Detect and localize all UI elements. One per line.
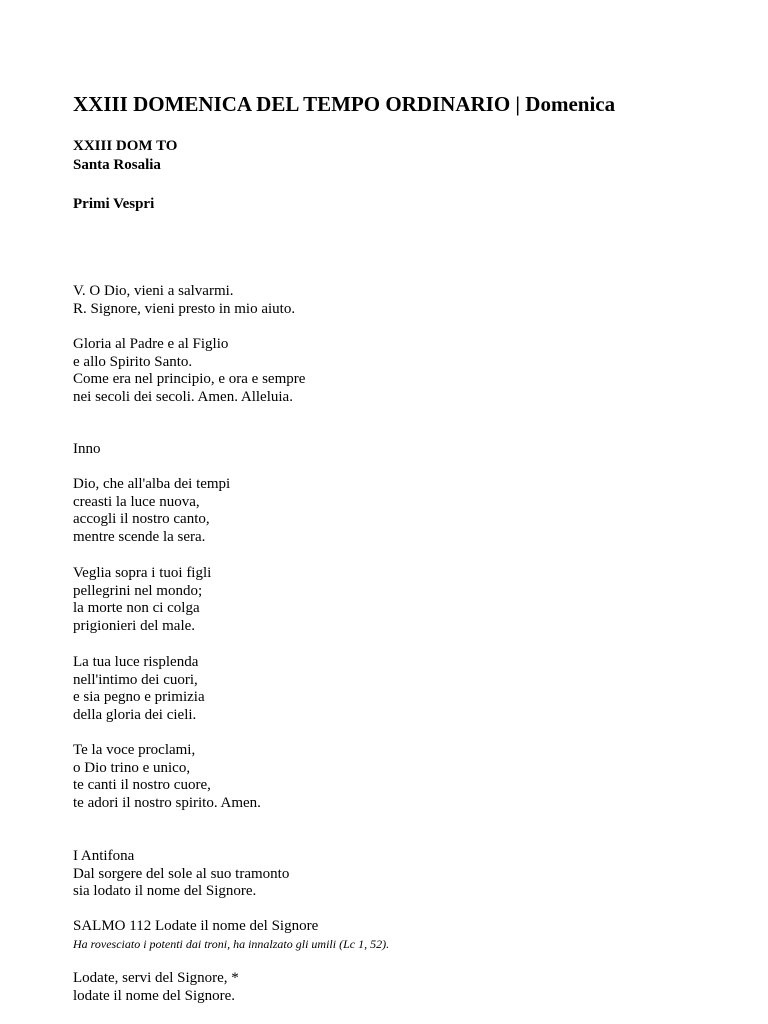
hymn-line: creasti la luce nuova, <box>73 493 200 510</box>
psalm-block <box>73 918 389 953</box>
section-heading: Primi Vespri <box>73 196 155 212</box>
hymn-line: prigionieri del male. <box>73 617 196 634</box>
hymn-heading-block <box>73 441 101 459</box>
liturgy-header <box>73 137 177 175</box>
gloria-line: Gloria al Padre e al Figlio <box>73 336 229 352</box>
gloria-line: e allo Spirito Santo. <box>73 353 193 370</box>
invocation-block <box>73 283 295 318</box>
antiphon-heading: I Antifona <box>73 848 135 864</box>
hymn-stanza <box>73 476 230 546</box>
hymn-line: nell'intimo dei cuori, <box>73 671 198 688</box>
antiphon-block <box>73 848 289 901</box>
gloria-block <box>73 336 305 406</box>
hymn-stanza <box>73 565 211 635</box>
hymn-heading: Inno <box>73 441 101 457</box>
section-heading-block <box>73 195 154 214</box>
psalm-line: lodate il nome del Signore. <box>73 987 236 1004</box>
hymn-line: mentre scende la sera. <box>73 528 206 545</box>
hymn-line: o Dio trino e unico, <box>73 759 191 776</box>
antiphon-line: Dal sorgere del sole al suo tramonto <box>73 865 290 882</box>
gloria-line: nei secoli dei secoli. Amen. Alleluia. <box>73 388 293 405</box>
hymn-line: La tua luce risplenda <box>73 654 199 670</box>
subtitle-saint: Santa Rosalia <box>73 157 161 173</box>
antiphon-line: sia lodato il nome del Signore. <box>73 883 257 900</box>
hymn-line: pellegrini nel mondo; <box>73 582 203 599</box>
psalm-heading: SALMO 112 Lodate il nome del Signore <box>73 918 319 934</box>
hymn-line: e sia pegno e primizia <box>73 689 205 706</box>
hymn-line: Te la voce proclami, <box>73 742 196 758</box>
hymn-line: Veglia sopra i tuoi figli <box>73 565 212 581</box>
document-title: XXIII DOMENICA DEL TEMPO ORDINARIO | Domenica <box>73 92 616 116</box>
gloria-line: Come era nel principio, e ora e sempre <box>73 371 306 388</box>
hymn-line: della gloria dei cieli. <box>73 706 197 723</box>
psalm-citation: Ha rovesciato i potenti dai troni, ha innalzato gli umili (Lc 1, 52). <box>73 936 390 951</box>
hymn-line: Dio, che all'alba dei tempi <box>73 476 231 492</box>
hymn-stanza <box>73 742 261 812</box>
hymn-stanza <box>73 654 205 724</box>
hymn-line: accogli il nostro canto, <box>73 511 210 528</box>
psalm-line: Lodate, servi del Signore, * <box>73 970 239 986</box>
hymn-line: la morte non ci colga <box>73 600 200 617</box>
invocation-line: R. Signore, vieni presto in mio aiuto. <box>73 300 296 317</box>
hymn-line: te adori il nostro spirito. Amen. <box>73 794 261 811</box>
hymn-line: te canti il nostro cuore, <box>73 777 211 794</box>
subtitle-day: XXIII DOM TO <box>73 138 178 154</box>
invocation-line: V. O Dio, vieni a salvarmi. <box>73 283 234 299</box>
psalm-verse-block <box>73 970 239 1005</box>
